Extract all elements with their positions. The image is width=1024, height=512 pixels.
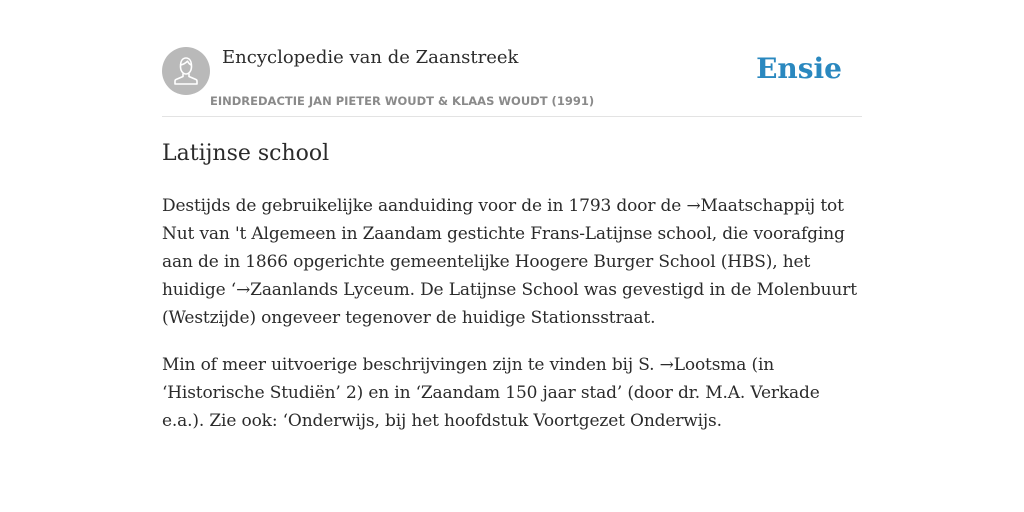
paragraph-text: Destijds de gebruikelijke aanduiding voor de in 1793 door de [162, 196, 687, 216]
link-maatschappij[interactable]: →Maatschappij [686, 196, 816, 216]
source-header [162, 46, 862, 117]
article-title: Latijnse school [162, 141, 330, 166]
paragraph-text: Min of meer uitvoerige beschrijvingen zijn te vinden bij S. [162, 355, 660, 375]
user-icon [162, 47, 210, 95]
ensie-logo[interactable]: Ensie [756, 52, 842, 85]
editors-credit: EINDREDACTIE JAN PIETER WOUDT & KLAAS WOUDT (1991) [210, 94, 595, 108]
article-paragraph-2 [162, 351, 864, 435]
link-zaanlands[interactable]: →Zaanlands [236, 280, 338, 300]
article [162, 138, 864, 435]
source-title[interactable]: Encyclopedie van de Zaanstreek [222, 47, 519, 68]
paragraph-text: tot Nut van 't Algemeen in Zaandam gestichte Frans-Latijnse school, die voorafging aan de in 1866 opgerichte gemeentelijke Hoogere Burger School (HBS), het huidige ‘ [162, 196, 845, 300]
link-lootsma[interactable]: →Lootsma [659, 355, 747, 375]
paragraph-text: Lyceum. De Latijnse School was gevestigd in de Molenbuurt (Westzijde) ongeveer tegenover de huidige Stationsstraat. [162, 280, 857, 328]
paragraph-text: (in ‘Historische Studiën’ 2) en in ‘Zaandam 150 jaar stad’ (door dr. M.A. Verkade e.a.). Zie ook: ‘Onderwijs, bij het hoofdstuk Voortgezet Onderwijs. [162, 355, 820, 431]
avatar[interactable] [162, 47, 210, 95]
article-paragraph-1 [162, 192, 864, 332]
